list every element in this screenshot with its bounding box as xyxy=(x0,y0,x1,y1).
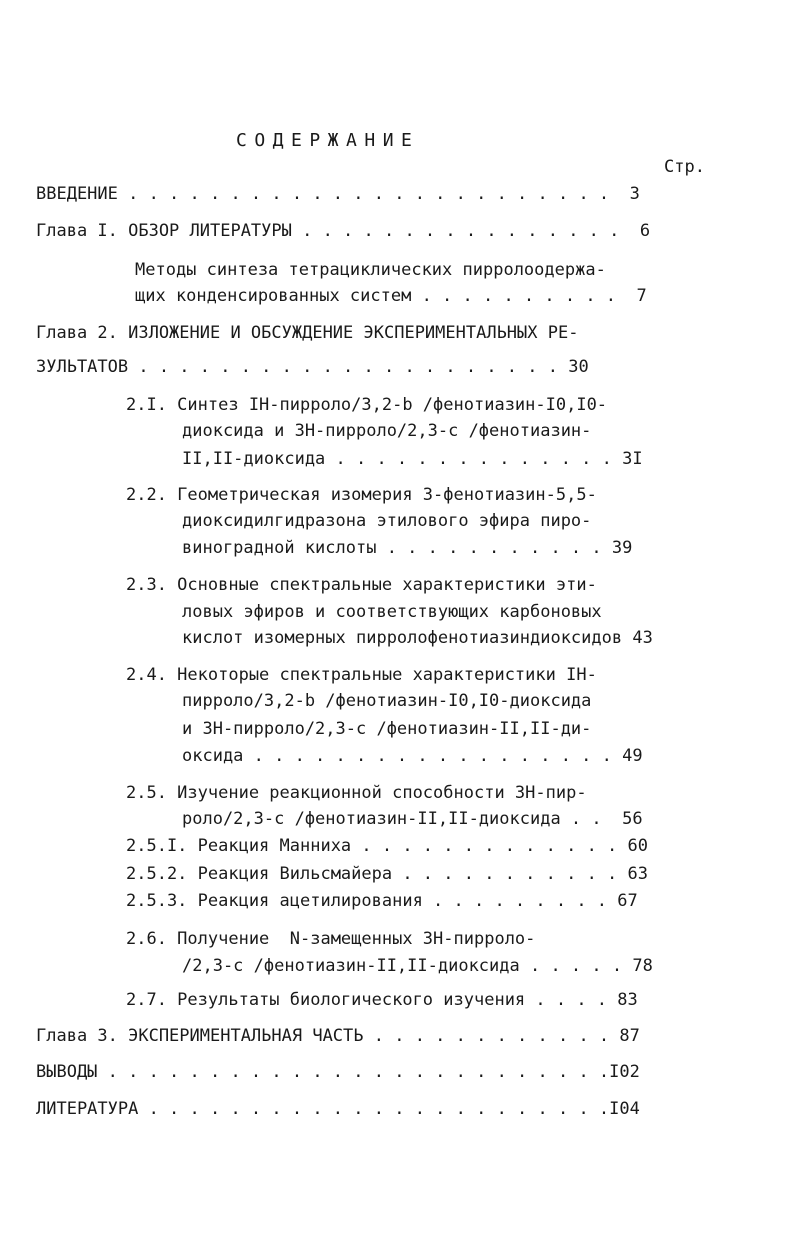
toc-line: ВЫВОДЫ . . . . . . . . . . . . . . . . . . . . . . . . .I02 xyxy=(36,1062,640,1082)
toc-line: Методы синтеза тетрациклических пирролоодержа- xyxy=(135,260,606,280)
toc-line: 2.6. Получение N-замещенных 3Н-пирроло- xyxy=(126,929,536,949)
toc-line: Глава I. ОБЗОР ЛИТЕРАТУРЫ . . . . . . . . . . . . . . . . 6 xyxy=(36,221,651,241)
toc-line: виноградной кислоты . . . . . . . . . . . 39 xyxy=(182,538,633,558)
toc-line: щих конденсированных систем . . . . . . . . . . 7 xyxy=(135,286,647,306)
toc-line: 2.7. Результаты биологического изучения . . . . 83 xyxy=(126,990,638,1010)
page-title: СОДЕРЖАНИЕ xyxy=(236,130,420,151)
toc-line: 2.5.I. Реакция Манниха . . . . . . . . . . . . . 60 xyxy=(126,836,648,856)
toc-line: диоксидилгидразона этилового эфира пиро- xyxy=(182,511,592,531)
toc-line: 2.5. Изучение реакционной способности 3Н-пир- xyxy=(126,783,587,803)
toc-line: 2.I. Синтез IН-пирроло/3,2-b /фенотиазин-I0,I0- xyxy=(126,395,608,415)
toc-line: кислот изомерных пирролофенотиазиндиоксидов 43 xyxy=(182,628,653,648)
toc-line: 2.4. Некоторые спектральные характеристики IН- xyxy=(126,665,597,685)
toc-line: 2.5.2. Реакция Вильсмайера . . . . . . . . . . . 63 xyxy=(126,864,648,884)
toc-line: 2.3. Основные спектральные характеристики эти- xyxy=(126,575,597,595)
toc-line: Глава 3. ЭКСПЕРИМЕНТАЛЬНАЯ ЧАСТЬ . . . . . . . . . . . . 87 xyxy=(36,1026,640,1046)
toc-line: диоксида и 3Н-пирроло/2,3-с /фенотиазин- xyxy=(182,421,592,441)
toc-line: ЗУЛЬТАТОВ . . . . . . . . . . . . . . . . . . . . . 30 xyxy=(36,357,589,377)
toc-line: /2,3-с /фенотиазин-II,II-диоксида . . . . . 78 xyxy=(182,956,653,976)
page-column-header: Стр. xyxy=(664,157,705,177)
toc-line: оксида . . . . . . . . . . . . . . . . . . 49 xyxy=(182,746,643,766)
toc-line: II,II-диоксида . . . . . . . . . . . . . . 3I xyxy=(182,449,643,469)
toc-line: пирроло/3,2-b /фенотиазин-I0,I0-диоксида xyxy=(182,691,592,711)
toc-line: 2.5.3. Реакция ацетилирования . . . . . . . . . 67 xyxy=(126,891,638,911)
toc-line: Глава 2. ИЗЛОЖЕНИЕ И ОБСУЖДЕНИЕ ЭКСПЕРИМЕНТАЛЬНЫХ РЕ- xyxy=(36,323,579,343)
toc-line: ЛИТЕРАТУРА . . . . . . . . . . . . . . . . . . . . . . .I04 xyxy=(36,1099,640,1119)
toc-line: и 3Н-пирроло/2,3-с /фенотиазин-II,II-ди- xyxy=(182,719,592,739)
toc-line: роло/2,3-с /фенотиазин-II,II-диоксида . . 56 xyxy=(182,809,643,829)
toc-line: ловых эфиров и соответствующих карбоновых xyxy=(182,602,602,622)
toc-line: 2.2. Геометрическая изомерия 3-фенотиазин-5,5- xyxy=(126,485,597,505)
toc-line: ВВЕДЕНИЕ . . . . . . . . . . . . . . . . . . . . . . . . 3 xyxy=(36,184,640,204)
